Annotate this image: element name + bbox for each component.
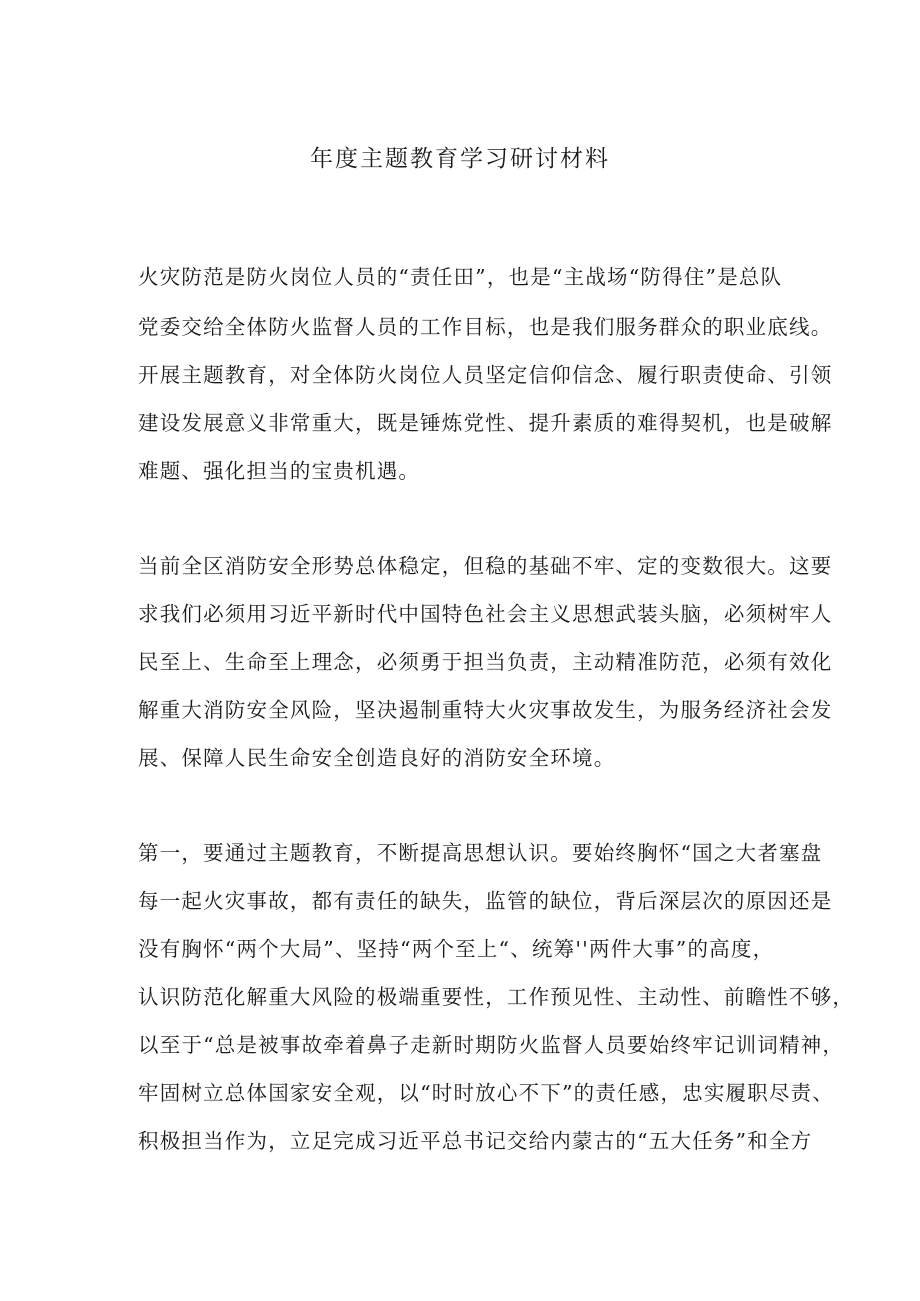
paragraph-line: 认识防范化解重大风险的极端重要性，工作预见性、主动性、前瞻性不够， xyxy=(138,985,855,1009)
paragraph-line: 求我们必须用习近平新时代中国特色社会主义思想武装头脑，必须树牢人 xyxy=(138,602,833,626)
paragraph-line: 解重大消防安全风险，坚决遏制重特大火灾事故发生，为服务经济社会发 xyxy=(138,698,833,722)
paragraph-line: 以至于“总是被事故牵着鼻子走新时期防火监督人员要始终牢记训词精神， xyxy=(138,1033,845,1057)
paragraph-line: 开展主题教育，对全体防火岗位人员坚定信仰信念、履行职责使命、引领 xyxy=(138,363,833,387)
paragraph-line: 火灾防范是防火岗位人员的“责任田”，也是“主战场“防得住”是总队 xyxy=(138,265,783,289)
paragraph-line: 每一起火灾事故，都有责任的缺失，监管的缺位，背后深层次的原因还是 xyxy=(138,889,833,913)
paragraph-line: 展、保障人民生命安全创造良好的消防安全环境。 xyxy=(138,746,616,770)
paragraph-line: 第一，要通过主题教育，不断提高思想认识。要始终胸怀“国之大者塞盘 xyxy=(138,841,823,865)
paragraph-line: 党委交给全体防火监督人员的工作目标，也是我们服务群众的职业底线。 xyxy=(138,315,833,339)
paragraph-line: 民至上、生命至上理念，必须勇于担当负责，主动精准防范，必须有效化 xyxy=(138,650,833,674)
paragraph-line: 建设发展意义非常重大，既是锤炼党性、提升素质的难得契机，也是破解 xyxy=(138,411,833,435)
document-title: 年度主题教育学习研讨材料 xyxy=(310,146,610,172)
paragraph-line: 积极担当作为，立足完成习近平总书记交给内蒙古的“五大任务”和全方 xyxy=(138,1129,813,1153)
paragraph-line: 当前全区消防安全形势总体稳定，但稳的基础不牢、定的变数很大。这要 xyxy=(138,554,833,578)
paragraph-line: 没有胸怀“两个大局”、坚持“两个至上“、统筹''两件大事”的高度， xyxy=(138,937,775,961)
paragraph-line: 牢固树立总体国家安全观，以“时时放心不下”的责任感，忠实履职尽责、 xyxy=(138,1081,835,1105)
paragraph-line: 难题、强化担当的宝贵机遇。 xyxy=(138,459,421,483)
